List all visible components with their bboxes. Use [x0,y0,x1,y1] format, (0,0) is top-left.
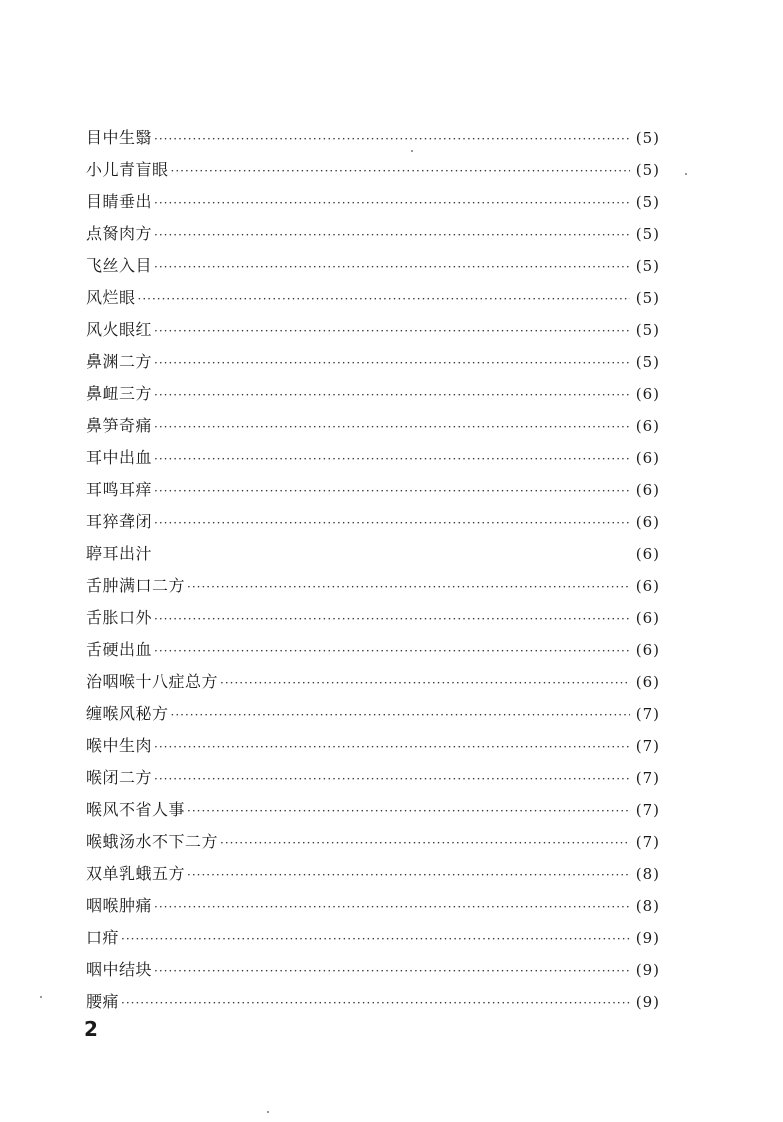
toc-entry-page: (6) [635,385,660,403]
toc-dot-leader [154,955,630,987]
toc-entry [86,378,660,410]
toc-entry-page: (5) [635,225,660,243]
toc-entry [86,570,660,602]
toc-entry [86,442,660,474]
toc-entry-title: 舌胀口外 [86,608,153,627]
toc-entry-page: (5) [635,257,660,275]
toc-dot-leader [220,827,630,859]
toc-entry-title: 点胬肉方 [86,224,153,243]
toc-entry [86,922,660,954]
toc-entry-title: 喉风不省人事 [86,800,186,819]
toc-entry-title: 目中生翳 [86,128,153,147]
toc-dot-leader [138,283,630,315]
toc-entry [86,314,660,346]
toc-entry-page: (6) [635,417,660,435]
toc-dot-leader [154,603,630,635]
toc-entry-title: 耳猝聋闭 [86,512,153,531]
toc-dot-leader [187,795,630,827]
toc-dot-leader [154,507,630,539]
toc-entry-page: (5) [635,161,660,179]
toc-entry-title: 口疳 [86,928,120,947]
toc-entry-title: 治咽喉十八症总方 [86,672,219,691]
toc-dot-leader [187,859,630,891]
toc-entry [86,538,660,570]
toc-entry [86,154,660,186]
toc-entry-page: (5) [635,289,660,307]
toc-dot-leader [154,379,630,411]
toc-dot-leader [154,443,630,475]
toc-dot-leader [154,763,630,795]
toc-entry-title: 风火眼红 [86,320,153,339]
toc-entry [86,858,660,890]
toc-entry-title: 舌肿满口二方 [86,576,186,595]
toc-entry [86,954,660,986]
scan-speck [267,1111,269,1113]
toc-dot-leader [154,891,630,923]
toc-entry-title: 舌硬出血 [86,640,153,659]
toc-entry [86,506,660,538]
toc-entry-page: (9) [635,993,660,1011]
toc-entry-title: 鼻笋奇痛 [86,416,153,435]
toc-entry-page: (6) [635,481,660,499]
toc-dot-leader [171,155,630,187]
toc-dot-leader [154,251,630,283]
toc-dot-leader [154,187,630,219]
toc-entry-title: 小儿青盲眼 [86,160,169,179]
toc-entry-page: (6) [635,545,660,563]
toc-dot-leader [154,219,630,251]
toc-entry-page: (8) [635,897,660,915]
toc-entry [86,186,660,218]
toc-dot-leader [121,987,630,1019]
toc-entry-page: (5) [635,321,660,339]
toc-dot-leader [154,411,630,443]
toc-entry-page: (5) [635,193,660,211]
toc-entry [86,986,660,1018]
toc-entry-title: 双单乳蛾五方 [86,864,186,883]
toc-entry-page: (8) [635,865,660,883]
toc-dot-leader [121,923,630,955]
toc-entry-page: (5) [635,129,660,147]
toc-entry-title: 咽喉肿痛 [86,896,153,915]
toc-entry [86,634,660,666]
toc-entry-page: (6) [635,641,660,659]
toc-entry-page: (7) [635,801,660,819]
toc-entry-title: 咽中结块 [86,960,153,979]
toc-entry-title: 目睛垂出 [86,192,153,211]
toc-dot-leader [220,667,630,699]
toc-entry-page: (6) [635,513,660,531]
toc-entry-page: (9) [635,929,660,947]
toc-entry [86,218,660,250]
toc-entry [86,698,660,730]
toc-entry-title: 聤耳出汁 [86,544,153,563]
toc-entry [86,474,660,506]
toc-entry-page: (6) [635,577,660,595]
toc-entry-page: (7) [635,705,660,723]
toc-entry-title: 缠喉风秘方 [86,704,169,723]
toc-entry-title: 风烂眼 [86,288,136,307]
toc-entry-title: 鼻渊二方 [86,352,153,371]
toc-entry-title: 飞丝入目 [86,256,153,275]
toc-entry [86,122,660,154]
toc-entry-title: 喉中生肉 [86,736,153,755]
toc-entry [86,602,660,634]
toc-entry [86,794,660,826]
toc-entry [86,250,660,282]
toc-entry-title: 喉闭二方 [86,768,153,787]
toc-dot-leader [154,315,630,347]
toc-entry [86,762,660,794]
toc-entry-page: (7) [635,833,660,851]
toc-entry-title: 腰痛 [86,992,120,1011]
scan-speck [411,150,413,152]
toc-dot-leader [154,475,630,507]
toc-entry [86,346,660,378]
toc-dot-leader [154,731,630,763]
scan-speck [40,996,42,998]
toc-dot-leader [171,699,630,731]
toc-entry [86,666,660,698]
toc-dot-leader [154,635,630,667]
toc-entry-page: (9) [635,961,660,979]
toc-entry [86,410,660,442]
toc-entry-title: 耳中出血 [86,448,153,467]
toc-entry-page: (6) [635,609,660,627]
toc-entry [86,890,660,922]
toc-entry [86,826,660,858]
toc-entry-title: 鼻衄三方 [86,384,153,403]
scan-speck [685,173,687,175]
toc-entry-page: (7) [635,769,660,787]
toc-entry-page: (7) [635,737,660,755]
toc-entry [86,730,660,762]
toc-entry-page: (5) [635,353,660,371]
toc-entry-title: 耳鸣耳痒 [86,480,153,499]
toc-entry [86,282,660,314]
toc-entry-title: 喉蛾汤水不下二方 [86,832,219,851]
toc-dot-leader [154,123,630,155]
page-number: 2 [84,1017,98,1041]
toc-dot-leader [187,571,630,603]
table-of-contents [86,122,660,1018]
toc-entry-page: (6) [635,673,660,691]
toc-dot-leader [154,347,630,379]
toc-entry-page: (6) [635,449,660,467]
